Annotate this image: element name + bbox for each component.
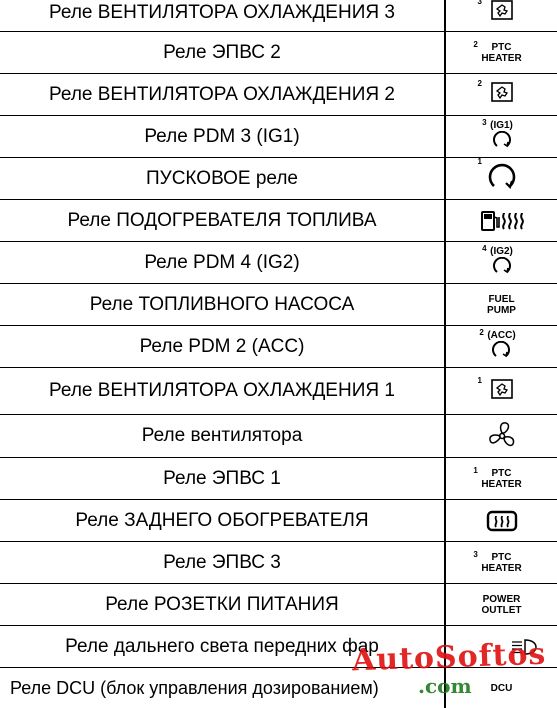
relay-name: Реле DCU (блок управления дозированием) bbox=[0, 668, 446, 708]
relay-name: Реле ЗАДНЕГО ОБОГРЕВАТЕЛЯ bbox=[0, 500, 446, 541]
relay-name: Реле PDM 3 (IG1) bbox=[0, 116, 446, 157]
relay-name: Реле PDM 2 (ACC) bbox=[0, 326, 446, 367]
starter-icon: 1 bbox=[446, 158, 557, 199]
ignition-icon: 4 (IG2) bbox=[446, 242, 557, 283]
rear-defrost-icon bbox=[446, 500, 557, 541]
relay-name: Реле ПОДОГРЕВАТЕЛЯ ТОПЛИВА bbox=[0, 200, 446, 241]
ptc-heater-icon: 3 PTC HEATER bbox=[473, 549, 522, 574]
table-row bbox=[0, 500, 557, 542]
ignition-icon: 3 (IG1) bbox=[446, 116, 557, 157]
relay-name: Реле вентилятора bbox=[0, 415, 446, 457]
table-row bbox=[0, 458, 557, 500]
relay-name: Реле ВЕНТИЛЯТОРА ОХЛАЖДЕНИЯ 1 bbox=[0, 368, 446, 414]
blower-fan-icon bbox=[446, 415, 557, 457]
table-row bbox=[0, 415, 557, 458]
relay-name: Реле ВЕНТИЛЯТОРА ОХЛАЖДЕНИЯ 2 bbox=[0, 74, 446, 115]
relay-name: Реле дальнего света передних фар bbox=[0, 626, 446, 667]
fan-relay-icon: 1 bbox=[446, 368, 557, 414]
watermark-domain: .com bbox=[418, 674, 472, 698]
table-row bbox=[0, 74, 557, 116]
table-row bbox=[0, 200, 557, 242]
relay-name: Реле ВЕНТИЛЯТОРА ОХЛАЖДЕНИЯ 3 bbox=[0, 0, 446, 31]
table-row bbox=[0, 32, 557, 74]
watermark-logo: AutoSoftos bbox=[351, 636, 547, 679]
table-row bbox=[0, 242, 557, 284]
ptc-heater-icon: 1 PTC HEATER bbox=[473, 465, 522, 490]
table-row bbox=[0, 584, 557, 626]
relay-name: Реле ЭПВС 3 bbox=[0, 542, 446, 583]
table-row bbox=[0, 326, 557, 368]
table-row bbox=[0, 542, 557, 584]
fan-relay-icon: 3 bbox=[446, 0, 557, 31]
table-row bbox=[0, 368, 557, 415]
table-row bbox=[0, 116, 557, 158]
table-row bbox=[0, 158, 557, 200]
relay-name: ПУСКОВОЕ реле bbox=[0, 158, 446, 199]
table-row bbox=[0, 0, 557, 32]
ignition-icon: 2 (ACC) bbox=[446, 326, 557, 367]
ptc-heater-icon: 2 PTC HEATER bbox=[473, 39, 522, 64]
fuel-pump-label: FUEL PUMP bbox=[487, 293, 516, 316]
relay-name: Реле ТОПЛИВНОГО НАСОСА bbox=[0, 284, 446, 325]
relay-name: Реле ЭПВС 1 bbox=[0, 458, 446, 499]
table-row bbox=[0, 284, 557, 326]
dcu-label: DCU bbox=[490, 682, 513, 694]
power-outlet-label: POWER OUTLET bbox=[481, 593, 522, 616]
relay-name: Реле РОЗЕТКИ ПИТАНИЯ bbox=[0, 584, 446, 625]
relay-name: Реле PDM 4 (IG2) bbox=[0, 242, 446, 283]
fan-relay-icon: 2 bbox=[446, 74, 557, 115]
fuel-heater-icon bbox=[446, 200, 557, 241]
relay-name: Реле ЭПВС 2 bbox=[0, 32, 446, 73]
